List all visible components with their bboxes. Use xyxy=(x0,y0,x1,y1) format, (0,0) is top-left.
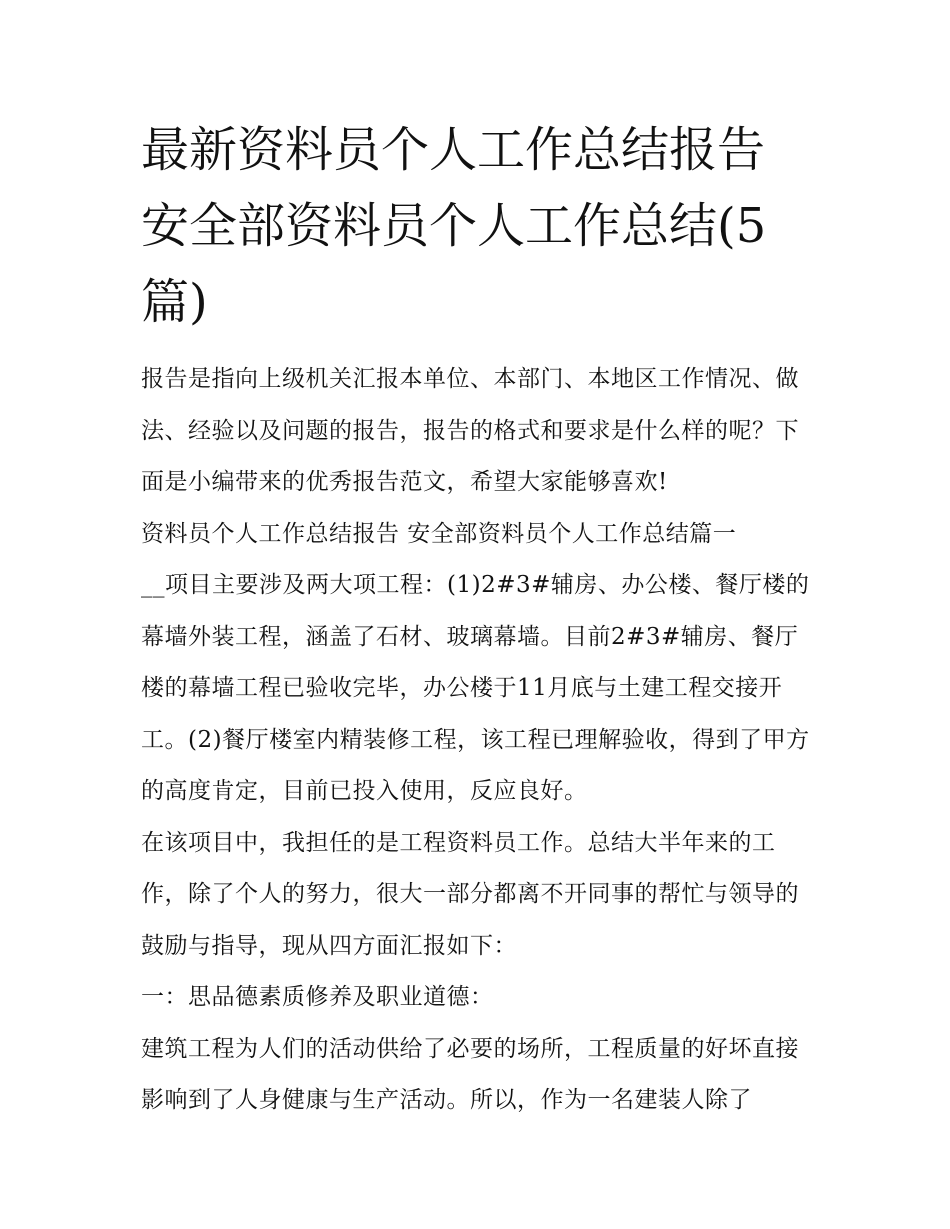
paragraph-role: 在该项目中，我担任的是工程资料员工作。总结大半年来的工作，除了个人的努力，很大一部分都离不开同事的帮忙与领导的鼓励与指导，现从四方面汇报如下： xyxy=(141,829,799,959)
document-content xyxy=(141,112,821,1127)
paragraph-subheading-ethics: 一：思品德素质修养及职业道德： xyxy=(141,984,494,1010)
paragraph-section-heading: 资料员个人工作总结报告 安全部资料员个人工作总结篇一 xyxy=(141,520,737,547)
document-title: 最新资料员个人工作总结报告 安全部资料员个人工作总结(5篇) xyxy=(141,122,767,330)
paragraph-ethics-body: 建筑工程为人们的活动供给了必要的场所，工程质量的好坏直接影响到了人身健康与生产活动。所以，作为一名建装人除了 xyxy=(141,1035,799,1113)
paragraph-intro: 报告是指向上级机关汇报本单位、本部门、本地区工作情况、做法、经验以及问题的报告，报告的格式和要求是什么样的呢？下面是小编带来的优秀报告范文，希望大家能够喜欢! xyxy=(141,366,799,495)
paragraph-project-scope: __项目主要涉及两大项工程：(1)2#3#辅房、办公楼、餐厅楼的幕墙外装工程，涵盖了石材、玻璃幕墙。目前2#3#辅房、餐厅楼的幕墙工程已验收完毕，办公楼于11月底与土建工程交接开工。(2)餐厅楼室内精装修工程，该工程已理解验收，得到了甲方的高度肯定，目前已投入使用，反应良好。 xyxy=(141,572,810,804)
